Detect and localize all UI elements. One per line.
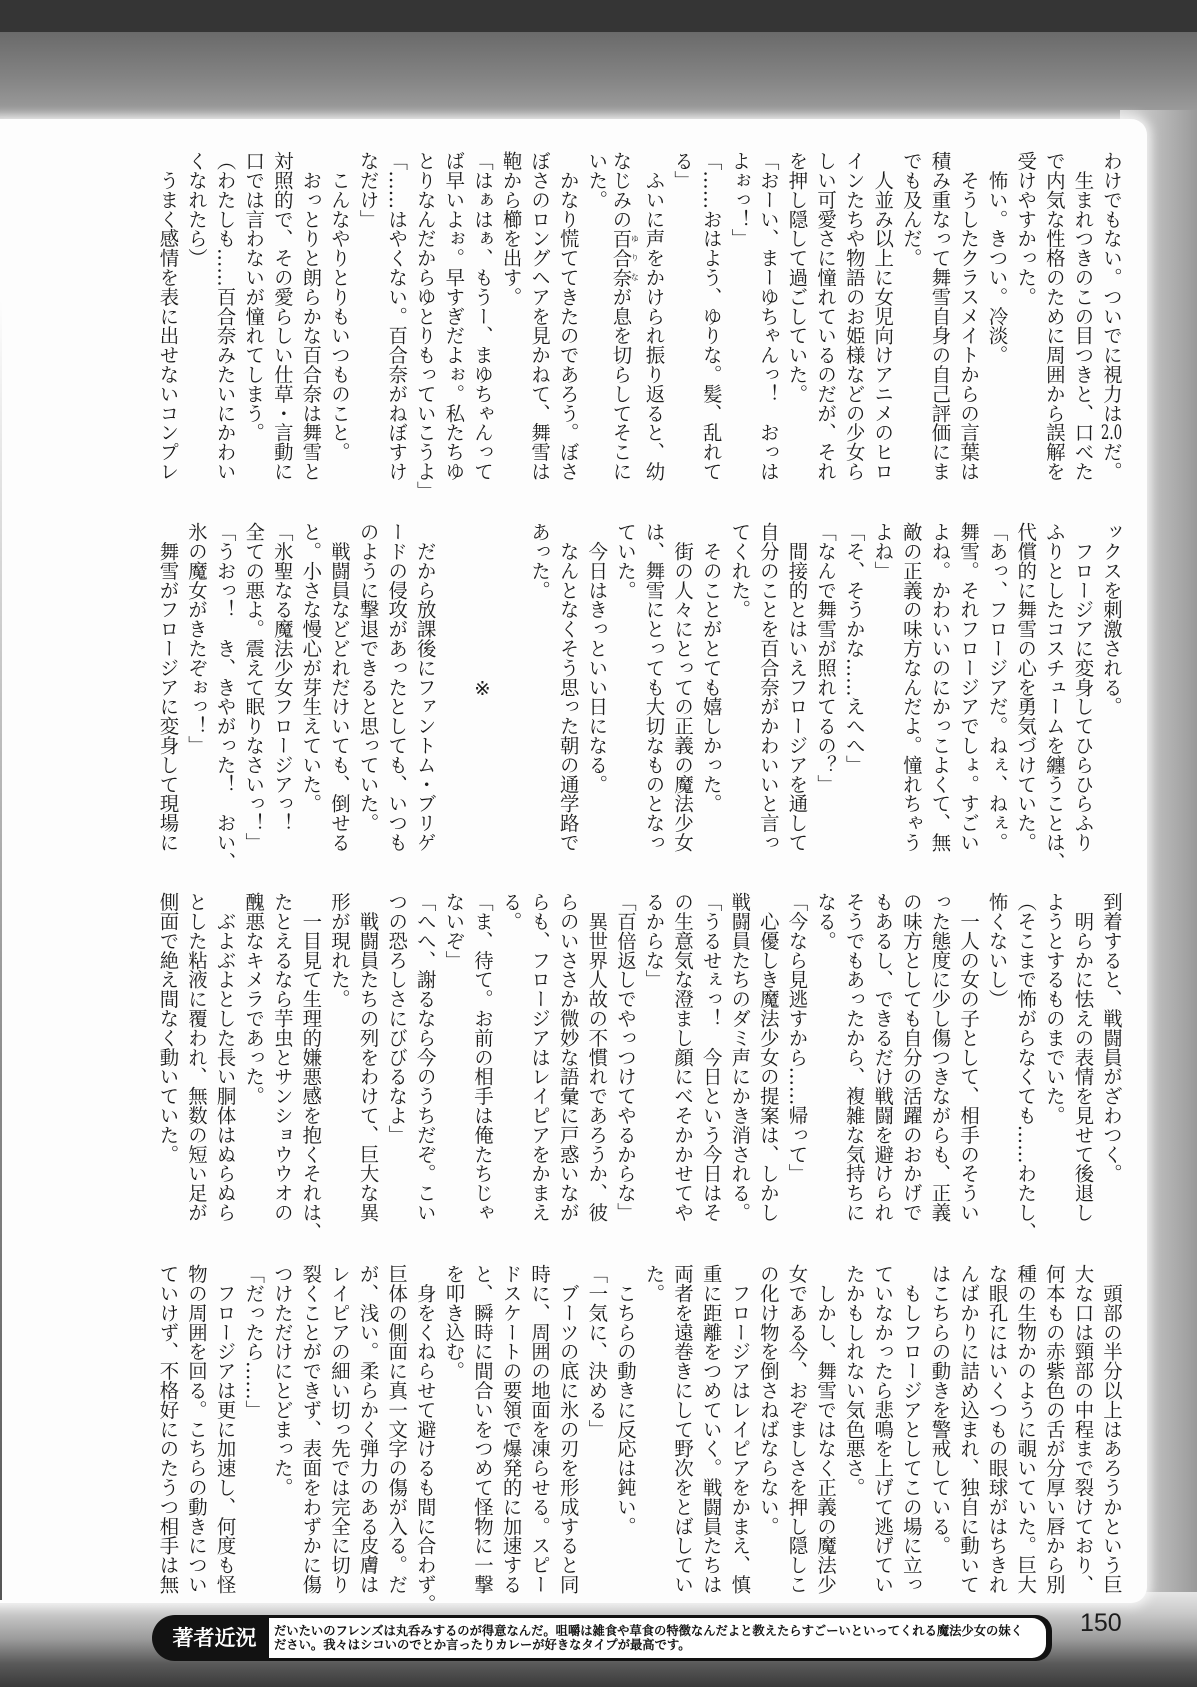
text-column: あった。 — [528, 522, 552, 600]
text-column: なる。 — [814, 892, 838, 951]
page-left-edge — [0, 300, 2, 1600]
author-notes-text — [269, 1618, 1046, 1658]
text-column: フロージアはレイピアをかまえ、慎 — [728, 1264, 752, 1594]
text-column: つの恐ろしさにびびるなよ」 — [385, 892, 409, 1145]
text-column: 「あっ、フロージアだ。ねぇ、ねぇ。 — [985, 522, 1009, 852]
text-column: しい可愛さに憧れているのだが、それ — [814, 151, 838, 481]
text-column: 到着すると、戦闘員がざわつく。 — [1100, 892, 1123, 1183]
text-column: 物の周囲を回る。こちらの動きについ — [185, 1264, 208, 1594]
author-notes-box — [152, 1615, 1052, 1661]
text-column: 積み重なって舞雪自身の自己評価にま — [928, 151, 952, 481]
text-fragment: わけでもない。ついでに視力は — [1100, 151, 1123, 423]
text-column: 重に距離をつめていく。戦闘員たちは — [699, 1264, 723, 1594]
text-column: つけただけにとどまった。 — [270, 1264, 294, 1497]
text-column: はこちらの動きを警戒している。 — [928, 1264, 952, 1555]
author-notes-line: だいたいのフレンズは丸呑みするのが得意なんだ。咀嚼は雑食や草食の特徴なんだよと教えたらすごーいといってくれる魔法少女の妹く — [274, 1624, 1023, 1638]
text-column: ふりとしたコスチュームを纏うことは、 — [1042, 522, 1066, 872]
text-column: たかもしれない気色悪さ。 — [842, 1264, 866, 1497]
text-column: てくれた。 — [728, 522, 752, 619]
text-column: 一目見て生理的嫌悪感を抱くそれは、 — [299, 892, 323, 1242]
text-column: いた。 — [585, 151, 609, 210]
text-fragment: なじみの — [609, 151, 633, 229]
text-column: 戦闘員などどれだけいても、倒せる — [327, 522, 351, 852]
text-column: 醜悪なキメラであった。 — [242, 892, 266, 1106]
text-column: る」 — [671, 151, 695, 190]
text-column: 「一気に、決める」 — [585, 1264, 609, 1439]
blank-column — [496, 522, 525, 867]
text-column: 側面で絶え間なく動いていた。 — [156, 892, 180, 1164]
text-column: 「……はやくない。百合奈がねぼすけ — [385, 151, 409, 481]
text-column: フロージアは更に加速し、何度も怪 — [213, 1264, 237, 1594]
text-column: インたちや物語のお姫様などの少女ら — [842, 151, 866, 481]
text-column: 時に、周囲の地面を凍らせる。スピー — [528, 1264, 552, 1594]
text-column: 対照的で、その愛らしい仕草・言動に — [270, 151, 294, 481]
text-column: 両者を遠巻きにして野次をとばしてい — [671, 1264, 695, 1594]
text-column: の生意気な澄まし顔にべそかかせてや — [671, 892, 695, 1222]
text-column: るからな」 — [642, 892, 666, 989]
text-column: とりなんだからゆとりもっていこうよ」 — [413, 151, 437, 501]
text-column: そうしたクラスメイトからの言葉は — [957, 151, 981, 481]
text-column: ックスを刺激される。 — [1100, 522, 1123, 716]
text-column: 人並み以上に女児向けアニメのヒロ — [871, 151, 895, 481]
text-column: な眼孔にはいくつもの眼球がはちきれ — [985, 1264, 1009, 1594]
text-column: と、瞬時に間合いをつめて怪物に一撃 — [470, 1264, 494, 1594]
text-column: 頭部の半分以上はあろうかという巨 — [1100, 1264, 1123, 1594]
text-fragment: だ。 — [1100, 442, 1123, 481]
text-column: のように撃退できると思っていた。 — [356, 522, 380, 833]
tate-chu-yoko-number: 2.0 — [1100, 422, 1123, 443]
text-column: （わたしも……百合奈みたいにかわい — [213, 151, 237, 481]
text-column: こんなやりとりもいつものこと。 — [327, 151, 351, 462]
text-column: 種の生物かのように覗いていた。巨大 — [1014, 1264, 1038, 1594]
text-column: 何本もの赤紫色の舌が分厚い唇から別 — [1042, 1264, 1066, 1594]
text-column: そうでもあったから、複雑な気持ちに — [842, 892, 866, 1222]
text-column: だから放課後にファントム・ブリゲ — [413, 522, 437, 852]
text-column: 氷の魔女がきたぞぉっ！」 — [185, 522, 208, 755]
scan-top-shadow — [0, 32, 1197, 132]
text-column: んばかりに詰め込まれ、独自に動いて — [957, 1264, 981, 1594]
text-column: 大な口は頸部の中程まで裂けており、 — [1071, 1264, 1095, 1594]
text-column: の味方としても自分の活躍のおかげで — [899, 892, 923, 1222]
text-column: もしフロージアとしてこの場に立っ — [899, 1264, 923, 1594]
text-column: うまく感情を表に出せないコンプレ — [156, 151, 180, 481]
text-column: 舞雪がフロージアに変身して現場に — [156, 522, 180, 852]
text-fragment: が息を切らしてそこに — [609, 286, 633, 481]
text-column: ブーツの底に氷の刃を形成すると同 — [556, 1264, 580, 1594]
text-column: フロージアに変身してひらひらふり — [1071, 522, 1095, 852]
text-column: らも、フロージアはレイピアをかまえ — [528, 892, 552, 1222]
text-column: 一人の女の子として、相手のそうい — [957, 892, 981, 1222]
text-column: よね。かわいいのにかっこよくて、無 — [928, 522, 952, 852]
text-column: 身をくねらせて避けるも間に合わず。 — [413, 1264, 437, 1614]
text-column: ードの侵攻があったとしても、いつも — [385, 522, 409, 852]
ruby-text: ゆりな — [630, 228, 640, 287]
text-column: もあるし、できるだけ戦闘を避けられ — [871, 892, 895, 1222]
text-column: でも及んだ。 — [899, 151, 923, 268]
text-column: ふいに声をかけられ振り返ると、幼 — [642, 151, 666, 481]
blank-column — [439, 522, 468, 867]
text-column: 「うおっ！ き、きやがった！ おい、 — [213, 522, 237, 872]
text-column: 間接的とはいえフロージアを通して — [785, 522, 809, 852]
text-column: 鞄から櫛を出す。 — [499, 151, 523, 307]
text-column: ないぞ」 — [442, 892, 466, 970]
text-column: ていた。 — [613, 522, 637, 600]
text-column: 全ての悪よ。震えて眠りなさいっ！」 — [242, 522, 266, 852]
text-column: と。小さな慢心が芽生えていた。 — [299, 522, 323, 813]
text-column: くなれたら） — [185, 151, 208, 268]
text-column: 「百倍返しでやっつけてやるからな」 — [613, 892, 637, 1222]
text-column: 代償的に舞雪の心を勇気づけていた。 — [1014, 522, 1038, 852]
text-column: 戦闘員たちのダミ声にかき消される。 — [728, 892, 752, 1222]
ruby-base: 百合奈 — [609, 228, 633, 287]
text-column: 「……おはよう、ゆりな。髪、乱れて — [699, 151, 723, 481]
text-column: ぶよぶよとした長い胴体はぬらぬら — [213, 892, 237, 1222]
text-column: 怖くないし） — [985, 892, 1009, 1009]
text-column: （そこまで怖がらなくても……わたし、 — [1014, 892, 1038, 1242]
furigana-ruby — [609, 228, 640, 287]
text-column: 「ま、待て。お前の相手は俺たちじゃ — [470, 892, 494, 1222]
text-column: 「へへ、謝るなら今のうちだぞ。こい — [413, 892, 437, 1222]
text-column: で内気な性格のために周囲から誤解を — [1042, 151, 1066, 481]
text-column: 今日はきっといい日になる。 — [585, 522, 609, 794]
text-column: そのことがとても嬉しかった。 — [699, 522, 723, 813]
text-column: 「今なら見逃すから……帰って」 — [785, 892, 809, 1183]
author-notes-label: 著者近況 — [172, 1626, 257, 1650]
text-column: ドスケートの要領で爆発的に加速する — [499, 1264, 523, 1594]
text-column: こちらの動きに反応は鈍い。 — [613, 1264, 637, 1536]
text-column: 明らかに怯えの表情を見せて後退し — [1071, 892, 1095, 1222]
text-column: 女である今、おぞましさを押し隠しこ — [785, 1264, 809, 1594]
text-column: 生まれつきのこの目つきと、口べた — [1071, 151, 1095, 481]
text-column: よぉっ！」 — [728, 151, 752, 248]
text-column: の化け物を倒さねばならない。 — [756, 1264, 780, 1536]
text-column: しかし、舞雪ではなく正義の魔法少 — [814, 1264, 838, 1594]
text-column: おっとりと朗らかな百合奈は舞雪と — [299, 151, 323, 481]
page-number: 150 — [1080, 1609, 1122, 1637]
text-column: 「だったら……」 — [242, 1264, 266, 1420]
section-break-mark: ※ — [470, 677, 494, 700]
text-column: ていけず、不格好にのたうつ相手は無 — [156, 1264, 180, 1594]
text-tier-3 — [152, 892, 1125, 1242]
text-tier-4 — [152, 1264, 1125, 1614]
text-column: なんとなくそう思った朝の通学路で — [556, 522, 580, 852]
text-column: 「はぁはぁ、もうー、まゆちゃんって — [470, 151, 494, 481]
text-column: 巨体の側面に真一文字の傷が入る。だ — [385, 1264, 409, 1594]
text-column: 裂くことができず、表面をわずかに傷 — [299, 1264, 323, 1594]
text-column: た。 — [642, 1264, 666, 1303]
text-column: 口では言わないが憧れてしまう。 — [242, 151, 266, 442]
text-column: ば早いよぉ。早すぎだよぉ。私たちゆ — [442, 151, 466, 481]
text-column: る。 — [499, 892, 523, 931]
text-column — [1096, 151, 1125, 496]
text-column: 異世界人故の不慣れであろうか、彼 — [585, 892, 609, 1222]
text-column: 怖い。きつい。冷淡。 — [985, 151, 1009, 365]
text-column: 「氷聖なる魔法少女フロージアっ！ — [270, 522, 294, 833]
text-column: ていなかったら悲鳴を上げて逃げてい — [871, 1264, 895, 1594]
text-column: 敵の正義の味方なんだよ。憧れちゃう — [899, 522, 923, 852]
text-column: 自分のことを百合奈がかわいいと言っ — [756, 522, 780, 852]
author-notes-line: ださい。我々はシコいのでとか言ったりカレーが好きなタイプが最高です。 — [274, 1638, 691, 1652]
text-column: 形が現れた。 — [327, 892, 351, 1009]
text-tier-2 — [152, 522, 1125, 872]
text-column: 「そ、そうかな……えへへ」 — [842, 522, 866, 775]
text-column: ぼさのロングヘアを見かねて、舞雪は — [528, 151, 552, 481]
text-column: なだけ」 — [356, 151, 380, 229]
text-column: 街の人々にとっての正義の魔法少女 — [671, 522, 695, 852]
text-column: らのいささか微妙な語彙に戸惑いなが — [556, 892, 580, 1222]
text-column: 「おーい、まーゆちゃんっ！ おっは — [756, 151, 780, 481]
text-column: たとえるなら芋虫とサンショウウオの — [270, 892, 294, 1222]
text-column: を叩き込む。 — [442, 1264, 466, 1381]
text-column: を押し隠して過ごしていた。 — [785, 151, 809, 404]
text-column: 受けやすかった。 — [1014, 151, 1038, 307]
text-column: 心優しき魔法少女の提案は、しかし — [756, 892, 780, 1222]
text-column: 「うるせぇっ！ 今日という今日はそ — [699, 892, 723, 1222]
text-column: 戦闘員たちの列をわけて、巨大な異 — [356, 892, 380, 1222]
text-column: ようとするものまでいた。 — [1042, 892, 1066, 1125]
text-column: った態度に少し傷つきながらも、正義 — [928, 892, 952, 1222]
text-column: 「なんで舞雪が照れてるの？」 — [814, 522, 838, 794]
text-column: 舞雪。それフロージアでしょ。すごい — [957, 522, 981, 852]
text-column: とした粘液に覆われ、無数の短い足が — [185, 892, 208, 1222]
text-column: は、舞雪にとっても大切なものとなっ — [642, 522, 666, 852]
text-column: よね」 — [871, 522, 895, 581]
text-column: レイピアの細い切っ先では完全に切り — [327, 1264, 351, 1594]
scan-top-border — [0, 0, 1197, 32]
text-column: かなり慌ててきたのであろう。ぼさ — [556, 151, 580, 481]
text-column: が、浅い。柔らかく弾力のある皮膚は — [356, 1264, 380, 1594]
text-column — [610, 151, 639, 496]
text-tier-1 — [152, 151, 1125, 501]
